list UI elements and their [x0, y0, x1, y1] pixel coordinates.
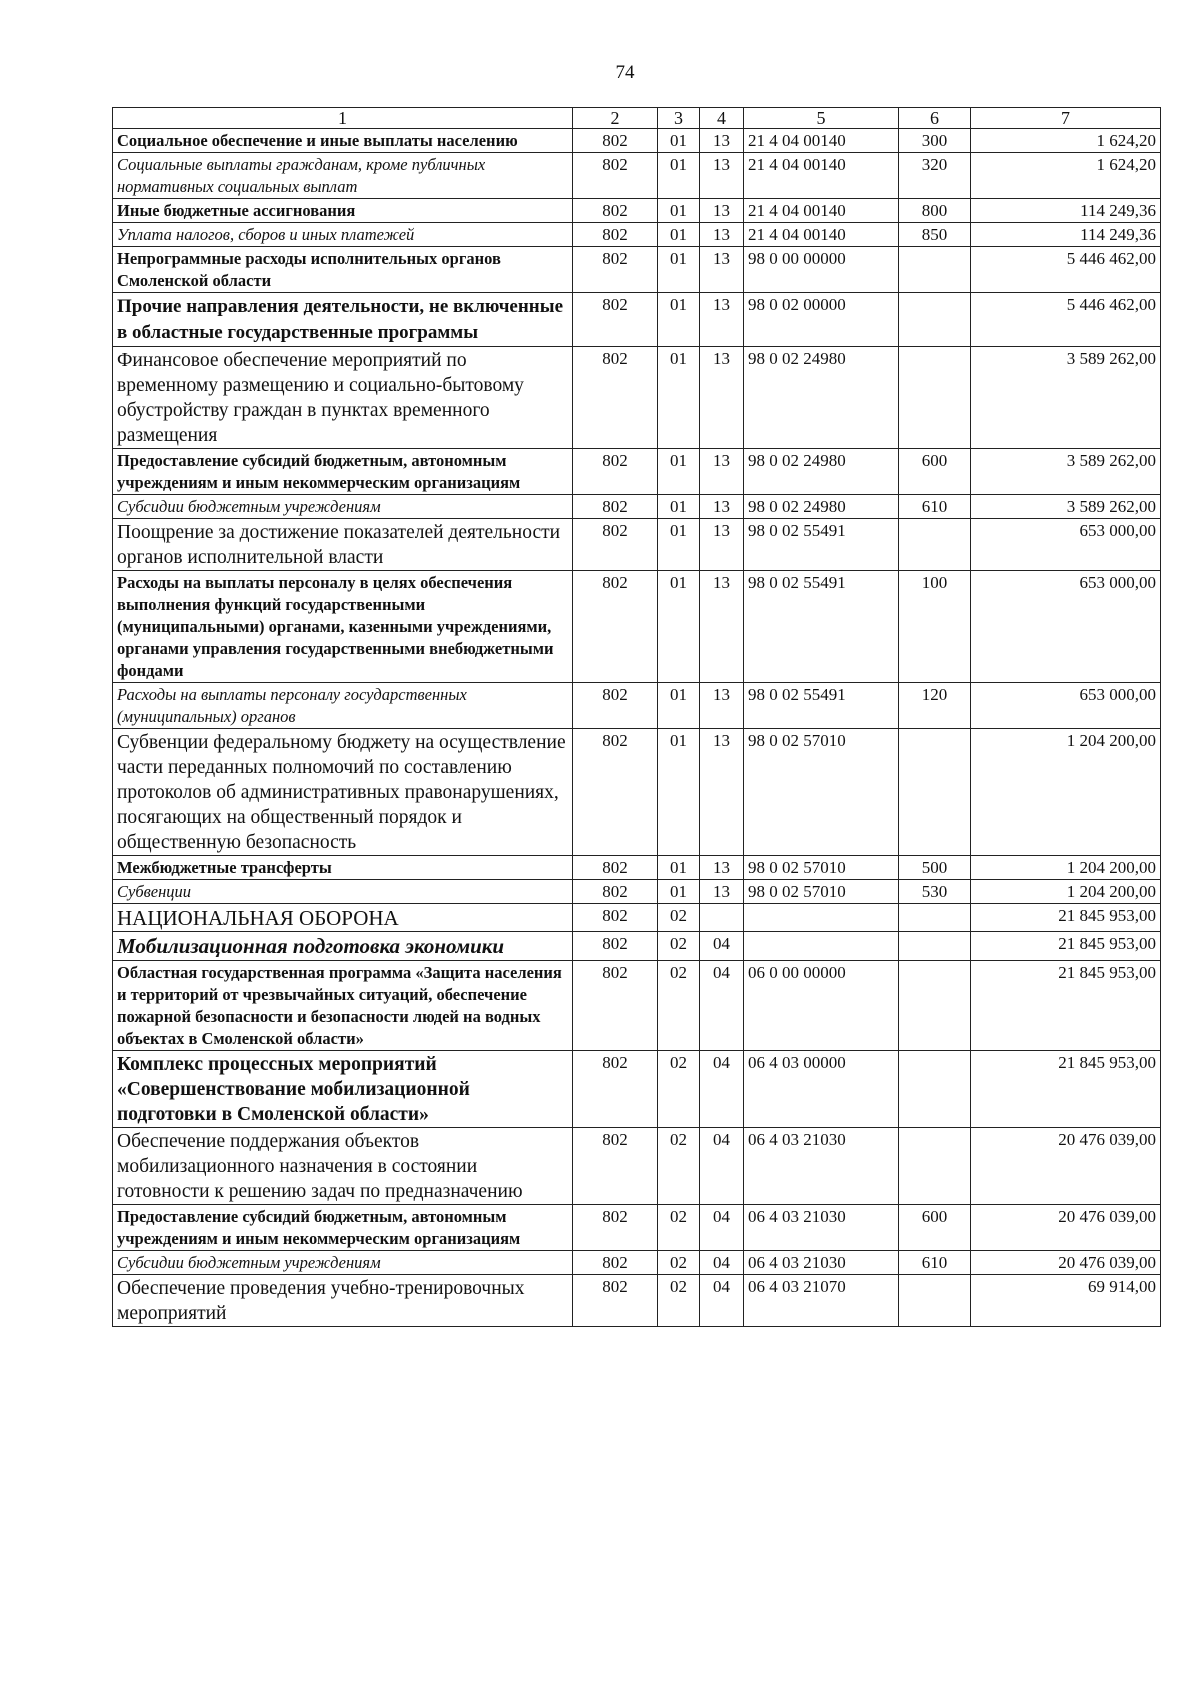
section-code-cell: 01: [658, 223, 700, 247]
target-article-code-cell: 21 4 04 00140: [744, 153, 899, 199]
expense-type-code-cell: [899, 961, 971, 1051]
amount-cell: 20 476 039,00: [971, 1128, 1161, 1205]
target-article-code-cell: 98 0 00 00000: [744, 247, 899, 293]
table-body: [113, 129, 1161, 1327]
ministry-code-cell: 802: [573, 904, 658, 932]
table-row: [113, 683, 1161, 729]
section-code-cell: 01: [658, 347, 700, 449]
expense-type-code-cell: 500: [899, 856, 971, 880]
table-row: [113, 247, 1161, 293]
section-code-cell: 01: [658, 199, 700, 223]
ministry-code-cell: 802: [573, 1051, 658, 1128]
table-row: [113, 495, 1161, 519]
target-article-code-cell: 06 0 00 00000: [744, 961, 899, 1051]
section-code-cell: 01: [658, 247, 700, 293]
target-article-code-cell: 06 4 03 21030: [744, 1205, 899, 1251]
section-code-cell: 01: [658, 856, 700, 880]
section-code-cell: 02: [658, 904, 700, 932]
ministry-code-cell: 802: [573, 347, 658, 449]
target-article-code-cell: 06 4 03 21030: [744, 1128, 899, 1205]
ministry-code-cell: 802: [573, 880, 658, 904]
ministry-code-cell: 802: [573, 199, 658, 223]
ministry-code-cell: 802: [573, 1128, 658, 1205]
row-name-cell: Расходы на выплаты персоналу государственных (муниципальных) органов: [113, 683, 573, 729]
amount-cell: 21 845 953,00: [971, 961, 1161, 1051]
amount-cell: 3 589 262,00: [971, 449, 1161, 495]
target-article-code-cell: [744, 904, 899, 932]
row-name-cell: Межбюджетные трансферты: [113, 856, 573, 880]
section-code-cell: 01: [658, 571, 700, 683]
amount-cell: 21 845 953,00: [971, 1051, 1161, 1128]
subsection-code-cell: 04: [700, 1275, 744, 1327]
table-row: [113, 1251, 1161, 1275]
amount-cell: 5 446 462,00: [971, 293, 1161, 347]
column-header: 4: [700, 108, 744, 129]
subsection-code-cell: 13: [700, 571, 744, 683]
section-code-cell: 01: [658, 880, 700, 904]
table-row: [113, 1205, 1161, 1251]
subsection-code-cell: 04: [700, 1051, 744, 1128]
ministry-code-cell: 802: [573, 683, 658, 729]
section-code-cell: 01: [658, 449, 700, 495]
row-name-cell: Непрограммные расходы исполнительных органов Смоленской области: [113, 247, 573, 293]
target-article-code-cell: 98 0 02 24980: [744, 495, 899, 519]
column-header: 3: [658, 108, 700, 129]
target-article-code-cell: 21 4 04 00140: [744, 223, 899, 247]
amount-cell: 114 249,36: [971, 223, 1161, 247]
subsection-code-cell: 13: [700, 495, 744, 519]
ministry-code-cell: 802: [573, 729, 658, 856]
table-row: [113, 571, 1161, 683]
ministry-code-cell: 802: [573, 932, 658, 961]
target-article-code-cell: 21 4 04 00140: [744, 129, 899, 153]
row-name-cell: Обеспечение поддержания объектов мобилизационного назначения в состоянии готовности к решению задач по предназначению: [113, 1128, 573, 1205]
table-row: [113, 856, 1161, 880]
ministry-code-cell: 802: [573, 961, 658, 1051]
row-name-cell: Обеспечение проведения учебно-тренировочных мероприятий: [113, 1275, 573, 1327]
target-article-code-cell: 98 0 02 00000: [744, 293, 899, 347]
table-row: [113, 1275, 1161, 1327]
subsection-code-cell: 13: [700, 199, 744, 223]
expense-type-code-cell: 610: [899, 495, 971, 519]
row-name-cell: Областная государственная программа «Защита населения и территорий от чрезвычайных ситуаций, обеспечение пожарной безопасности и безопасности людей на водных объектах в Смоленской области»: [113, 961, 573, 1051]
target-article-code-cell: 06 4 03 00000: [744, 1051, 899, 1128]
subsection-code-cell: 13: [700, 519, 744, 571]
expense-type-code-cell: 300: [899, 129, 971, 153]
subsection-code-cell: 13: [700, 347, 744, 449]
row-name-cell: Финансовое обеспечение мероприятий по временному размещению и социально-бытовому обустройству граждан в пунктах временного размещения: [113, 347, 573, 449]
table-row: [113, 880, 1161, 904]
row-name-cell: Социальное обеспечение и иные выплаты населению: [113, 129, 573, 153]
table-row: [113, 932, 1161, 961]
expense-type-code-cell: 800: [899, 199, 971, 223]
expense-type-code-cell: [899, 1051, 971, 1128]
target-article-code-cell: 98 0 02 55491: [744, 519, 899, 571]
subsection-code-cell: 13: [700, 247, 744, 293]
ministry-code-cell: 802: [573, 1275, 658, 1327]
target-article-code-cell: [744, 932, 899, 961]
row-name-cell: Иные бюджетные ассигнования: [113, 199, 573, 223]
subsection-code-cell: 04: [700, 1128, 744, 1205]
expense-type-code-cell: [899, 932, 971, 961]
section-code-cell: 02: [658, 1128, 700, 1205]
amount-cell: 20 476 039,00: [971, 1205, 1161, 1251]
row-name-cell: Мобилизационная подготовка экономики: [113, 932, 573, 961]
subsection-code-cell: [700, 904, 744, 932]
row-name-cell: Субвенции федеральному бюджету на осуществление части переданных полномочий по составлению протоколов об административных правонарушениях, посягающих на общественный порядок и общественную безопасность: [113, 729, 573, 856]
ministry-code-cell: 802: [573, 293, 658, 347]
amount-cell: 21 845 953,00: [971, 932, 1161, 961]
amount-cell: 653 000,00: [971, 571, 1161, 683]
subsection-code-cell: 13: [700, 856, 744, 880]
amount-cell: 1 204 200,00: [971, 880, 1161, 904]
table-row: [113, 961, 1161, 1051]
amount-cell: 69 914,00: [971, 1275, 1161, 1327]
amount-cell: 653 000,00: [971, 683, 1161, 729]
column-header: 1: [113, 108, 573, 129]
expense-type-code-cell: [899, 347, 971, 449]
table-row: [113, 223, 1161, 247]
table-row: [113, 347, 1161, 449]
table-row: [113, 199, 1161, 223]
section-code-cell: 01: [658, 683, 700, 729]
expense-type-code-cell: [899, 1275, 971, 1327]
subsection-code-cell: 04: [700, 961, 744, 1051]
row-name-cell: Комплекс процессных мероприятий «Совершенствование мобилизационной подготовки в Смоленской области»: [113, 1051, 573, 1128]
expense-type-code-cell: 530: [899, 880, 971, 904]
subsection-code-cell: 04: [700, 1205, 744, 1251]
section-code-cell: 02: [658, 1275, 700, 1327]
target-article-code-cell: 98 0 02 24980: [744, 449, 899, 495]
target-article-code-cell: 06 4 03 21070: [744, 1275, 899, 1327]
section-code-cell: 01: [658, 495, 700, 519]
target-article-code-cell: 98 0 02 57010: [744, 880, 899, 904]
subsection-code-cell: 13: [700, 880, 744, 904]
column-header: 5: [744, 108, 899, 129]
section-code-cell: 01: [658, 129, 700, 153]
section-code-cell: 01: [658, 729, 700, 856]
ministry-code-cell: 802: [573, 1205, 658, 1251]
target-article-code-cell: 21 4 04 00140: [744, 199, 899, 223]
ministry-code-cell: 802: [573, 519, 658, 571]
amount-cell: 1 204 200,00: [971, 856, 1161, 880]
row-name-cell: Предоставление субсидий бюджетным, автономным учреждениям и иным некоммерческим организациям: [113, 1205, 573, 1251]
row-name-cell: Субвенции: [113, 880, 573, 904]
expense-type-code-cell: 120: [899, 683, 971, 729]
row-name-cell: Поощрение за достижение показателей деятельности органов исполнительной власти: [113, 519, 573, 571]
amount-cell: 114 249,36: [971, 199, 1161, 223]
subsection-code-cell: 13: [700, 129, 744, 153]
amount-cell: 1 204 200,00: [971, 729, 1161, 856]
subsection-code-cell: 13: [700, 223, 744, 247]
subsection-code-cell: 13: [700, 293, 744, 347]
ministry-code-cell: 802: [573, 129, 658, 153]
subsection-code-cell: 13: [700, 683, 744, 729]
amount-cell: 3 589 262,00: [971, 347, 1161, 449]
amount-cell: 5 446 462,00: [971, 247, 1161, 293]
row-name-cell: НАЦИОНАЛЬНАЯ ОБОРОНА: [113, 904, 573, 932]
section-code-cell: 02: [658, 1205, 700, 1251]
amount-cell: 653 000,00: [971, 519, 1161, 571]
row-name-cell: Прочие направления деятельности, не включенные в областные государственные программы: [113, 293, 573, 347]
target-article-code-cell: 98 0 02 55491: [744, 571, 899, 683]
table-row: [113, 904, 1161, 932]
target-article-code-cell: 06 4 03 21030: [744, 1251, 899, 1275]
amount-cell: 1 624,20: [971, 153, 1161, 199]
expense-type-code-cell: 100: [899, 571, 971, 683]
target-article-code-cell: 98 0 02 24980: [744, 347, 899, 449]
table-row: [113, 1128, 1161, 1205]
expense-type-code-cell: [899, 519, 971, 571]
table-row: [113, 129, 1161, 153]
table-row: [113, 729, 1161, 856]
target-article-code-cell: 98 0 02 57010: [744, 856, 899, 880]
amount-cell: 3 589 262,00: [971, 495, 1161, 519]
subsection-code-cell: 04: [700, 932, 744, 961]
section-code-cell: 01: [658, 153, 700, 199]
ministry-code-cell: 802: [573, 153, 658, 199]
table-row: [113, 153, 1161, 199]
page-number: 74: [615, 62, 635, 83]
expense-type-code-cell: [899, 1128, 971, 1205]
amount-cell: 20 476 039,00: [971, 1251, 1161, 1275]
table-row: [113, 1051, 1161, 1128]
ministry-code-cell: 802: [573, 223, 658, 247]
subsection-code-cell: 13: [700, 729, 744, 856]
subsection-code-cell: 04: [700, 1251, 744, 1275]
column-header: 7: [971, 108, 1161, 129]
ministry-code-cell: 802: [573, 856, 658, 880]
ministry-code-cell: 802: [573, 1251, 658, 1275]
expense-type-code-cell: 320: [899, 153, 971, 199]
target-article-code-cell: 98 0 02 57010: [744, 729, 899, 856]
row-name-cell: Социальные выплаты гражданам, кроме публичных нормативных социальных выплат: [113, 153, 573, 199]
column-header: 2: [573, 108, 658, 129]
amount-cell: 21 845 953,00: [971, 904, 1161, 932]
row-name-cell: Субсидии бюджетным учреждениям: [113, 495, 573, 519]
expense-type-code-cell: [899, 904, 971, 932]
table-row: [113, 293, 1161, 347]
expense-type-code-cell: 600: [899, 449, 971, 495]
section-code-cell: 02: [658, 1051, 700, 1128]
section-code-cell: 02: [658, 961, 700, 1051]
ministry-code-cell: 802: [573, 449, 658, 495]
expense-type-code-cell: [899, 293, 971, 347]
amount-cell: 1 624,20: [971, 129, 1161, 153]
budget-table: [112, 107, 1161, 1327]
table-row: [113, 519, 1161, 571]
target-article-code-cell: 98 0 02 55491: [744, 683, 899, 729]
ministry-code-cell: 802: [573, 571, 658, 683]
column-number-header-row: [113, 108, 1161, 129]
row-name-cell: Субсидии бюджетным учреждениям: [113, 1251, 573, 1275]
expense-type-code-cell: 600: [899, 1205, 971, 1251]
row-name-cell: Уплата налогов, сборов и иных платежей: [113, 223, 573, 247]
expense-type-code-cell: [899, 729, 971, 856]
expense-type-code-cell: 850: [899, 223, 971, 247]
section-code-cell: 01: [658, 293, 700, 347]
subsection-code-cell: 13: [700, 153, 744, 199]
expense-type-code-cell: 610: [899, 1251, 971, 1275]
section-code-cell: 01: [658, 519, 700, 571]
row-name-cell: Расходы на выплаты персоналу в целях обеспечения выполнения функций государственными (муниципальными) органами, казенными учреждениями, органами управления государственными внебюджетными фондами: [113, 571, 573, 683]
expense-type-code-cell: [899, 247, 971, 293]
column-header: 6: [899, 108, 971, 129]
ministry-code-cell: 802: [573, 495, 658, 519]
table-row: [113, 449, 1161, 495]
section-code-cell: 02: [658, 932, 700, 961]
subsection-code-cell: 13: [700, 449, 744, 495]
row-name-cell: Предоставление субсидий бюджетным, автономным учреждениям и иным некоммерческим организациям: [113, 449, 573, 495]
section-code-cell: 02: [658, 1251, 700, 1275]
ministry-code-cell: 802: [573, 247, 658, 293]
